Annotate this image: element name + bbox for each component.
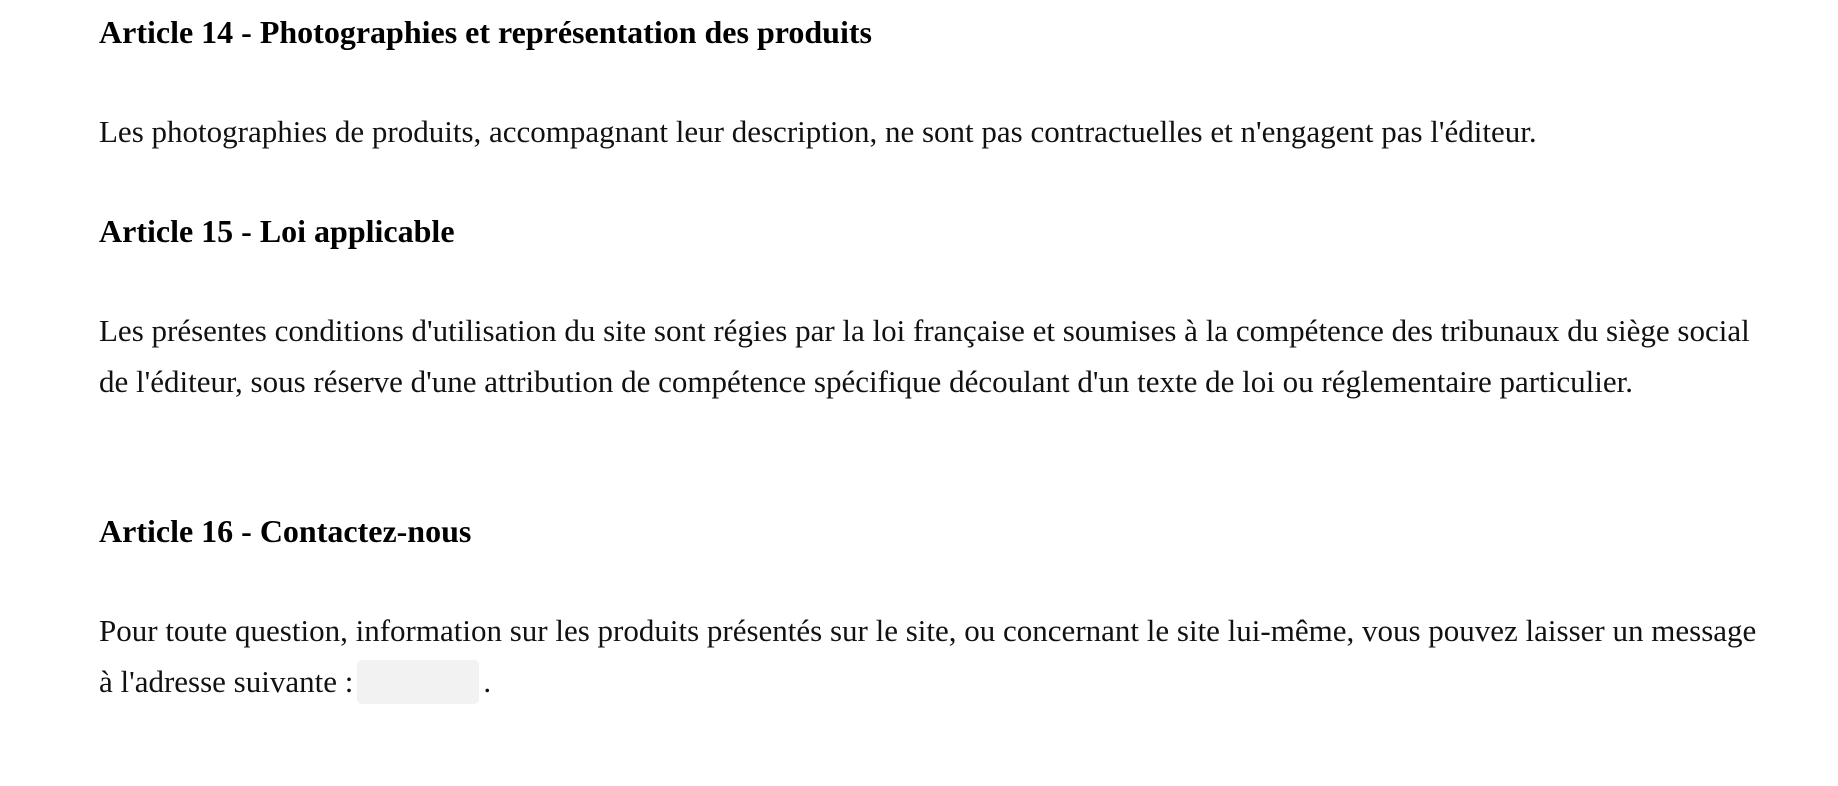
article-14-heading: Article 14 - Photographies et représentation des produits xyxy=(99,14,872,50)
article-16-heading: Article 16 - Contactez-nous xyxy=(99,513,472,549)
article-14-body: Les photographies de produits, accompagnant leur description, ne sont pas contractuelles et n'engagent pas l'éditeur. xyxy=(99,114,1537,149)
article-15-body: Les présentes conditions d'utilisation du site sont régies par la loi française et soumises à la compétence des tribunaux du siège social de l'éditeur, sous réserve d'une attribution de compétence spécifique découlant d'un texte de loi ou réglementaire particulier. xyxy=(99,313,1750,399)
article-15-heading: Article 15 - Loi applicable xyxy=(99,213,455,249)
article-16-body xyxy=(99,605,1759,707)
article-16-body-end: . xyxy=(483,664,492,699)
redacted-email-address xyxy=(357,660,479,704)
article-16-body-text: Pour toute question, information sur les produits présentés sur le site, ou concernant le site lui-même, vous pouvez laisser un message à l'adresse suivante : xyxy=(99,613,1757,699)
